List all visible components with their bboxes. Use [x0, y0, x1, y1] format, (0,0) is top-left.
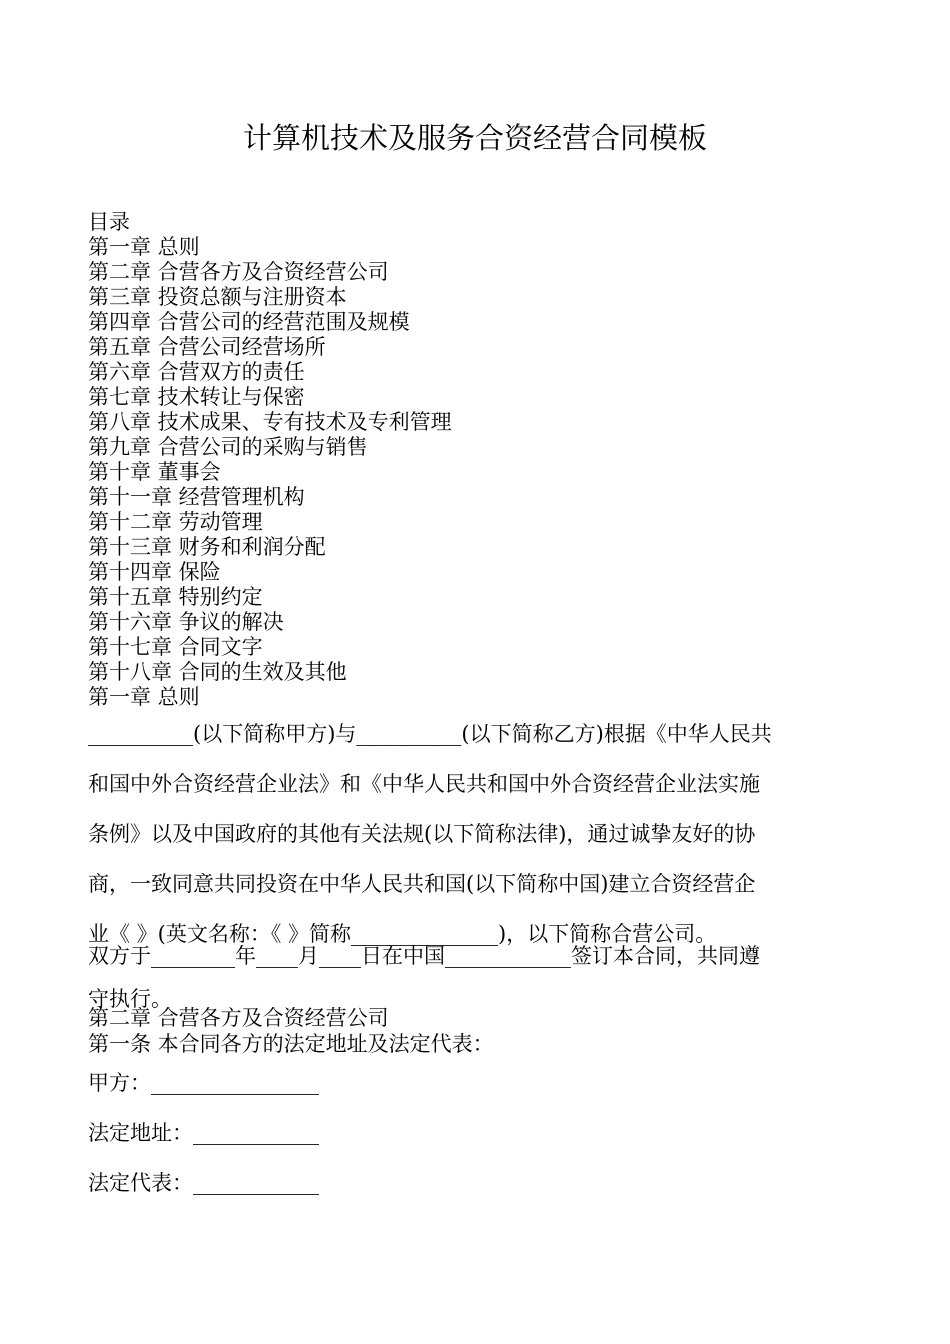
- toc-item: 第三章 投资总额与注册资本: [88, 285, 347, 309]
- toc-item: 第十六章 争议的解决: [88, 610, 284, 634]
- document-title: 计算机技术及服务合资经营合同模板: [242, 121, 707, 155]
- paragraph-line: 双方于________年____月____日在中国____________签订本合同，共同遵: [88, 944, 760, 968]
- paragraph-line: 商，一致同意共同投资在中华人民共和国(以下简称中国)建立合资经营企: [88, 872, 756, 896]
- paragraph-line: 条例》以及中国政府的其他有关法规(以下简称法律)，通过诚挚友好的协: [88, 822, 756, 846]
- preamble-paragraph: [88, 718, 864, 958]
- toc-item: 第十二章 劳动管理: [88, 510, 263, 534]
- legal-address-field: 法定地址：____________: [88, 1121, 319, 1145]
- toc-item: 第十七章 合同文字: [88, 635, 263, 659]
- toc-item: 第十三章 财务和利润分配: [88, 535, 326, 559]
- chapter-heading: 第一章 总则: [88, 685, 200, 709]
- party-a-field: 甲方：________________: [88, 1071, 319, 1095]
- toc-item: 第一章 总则: [88, 235, 200, 259]
- toc-item: 第十八章 合同的生效及其他: [88, 660, 347, 684]
- toc-heading: 目录: [88, 210, 130, 234]
- signing-paragraph: [88, 940, 864, 1015]
- toc-item: 第十一章 经营管理机构: [88, 485, 305, 509]
- legal-representative-field: 法定代表：____________: [88, 1171, 319, 1195]
- toc-item: 第六章 合营双方的责任: [88, 360, 305, 384]
- paragraph-line: 守执行。: [88, 987, 172, 1011]
- toc-item: 第十章 董事会: [88, 460, 221, 484]
- table-of-contents: [88, 210, 868, 710]
- party-fields: [88, 1066, 319, 1216]
- paragraph-line: 和国中外合资经营企业法》和《中华人民共和国中外合资经营企业法实施: [88, 772, 760, 796]
- paragraph-line: __________(以下简称甲方)与__________(以下简称乙方)根据《中华人民共: [88, 722, 772, 746]
- toc-item: 第九章 合营公司的采购与销售: [88, 435, 368, 459]
- toc-item: 第十五章 特别约定: [88, 585, 263, 609]
- toc-item: 第八章 技术成果、专有技术及专利管理: [88, 410, 452, 434]
- toc-item: 第四章 合营公司的经营范围及规模: [88, 310, 410, 334]
- toc-item: 第七章 技术转让与保密: [88, 385, 305, 409]
- article-heading: 第一条 本合同各方的法定地址及法定代表：: [88, 1032, 494, 1056]
- paragraph-line: 业《 》(英文名称：《 》简称______________)，以下简称合营公司。: [88, 922, 717, 946]
- toc-item: 第五章 合营公司经营场所: [88, 335, 326, 359]
- section-two: [88, 1005, 864, 1057]
- chapter-heading: 第二章 合营各方及合资经营公司: [88, 1006, 389, 1030]
- toc-item: 第十四章 保险: [88, 560, 221, 584]
- toc-item: 第二章 合营各方及合资经营公司: [88, 260, 389, 284]
